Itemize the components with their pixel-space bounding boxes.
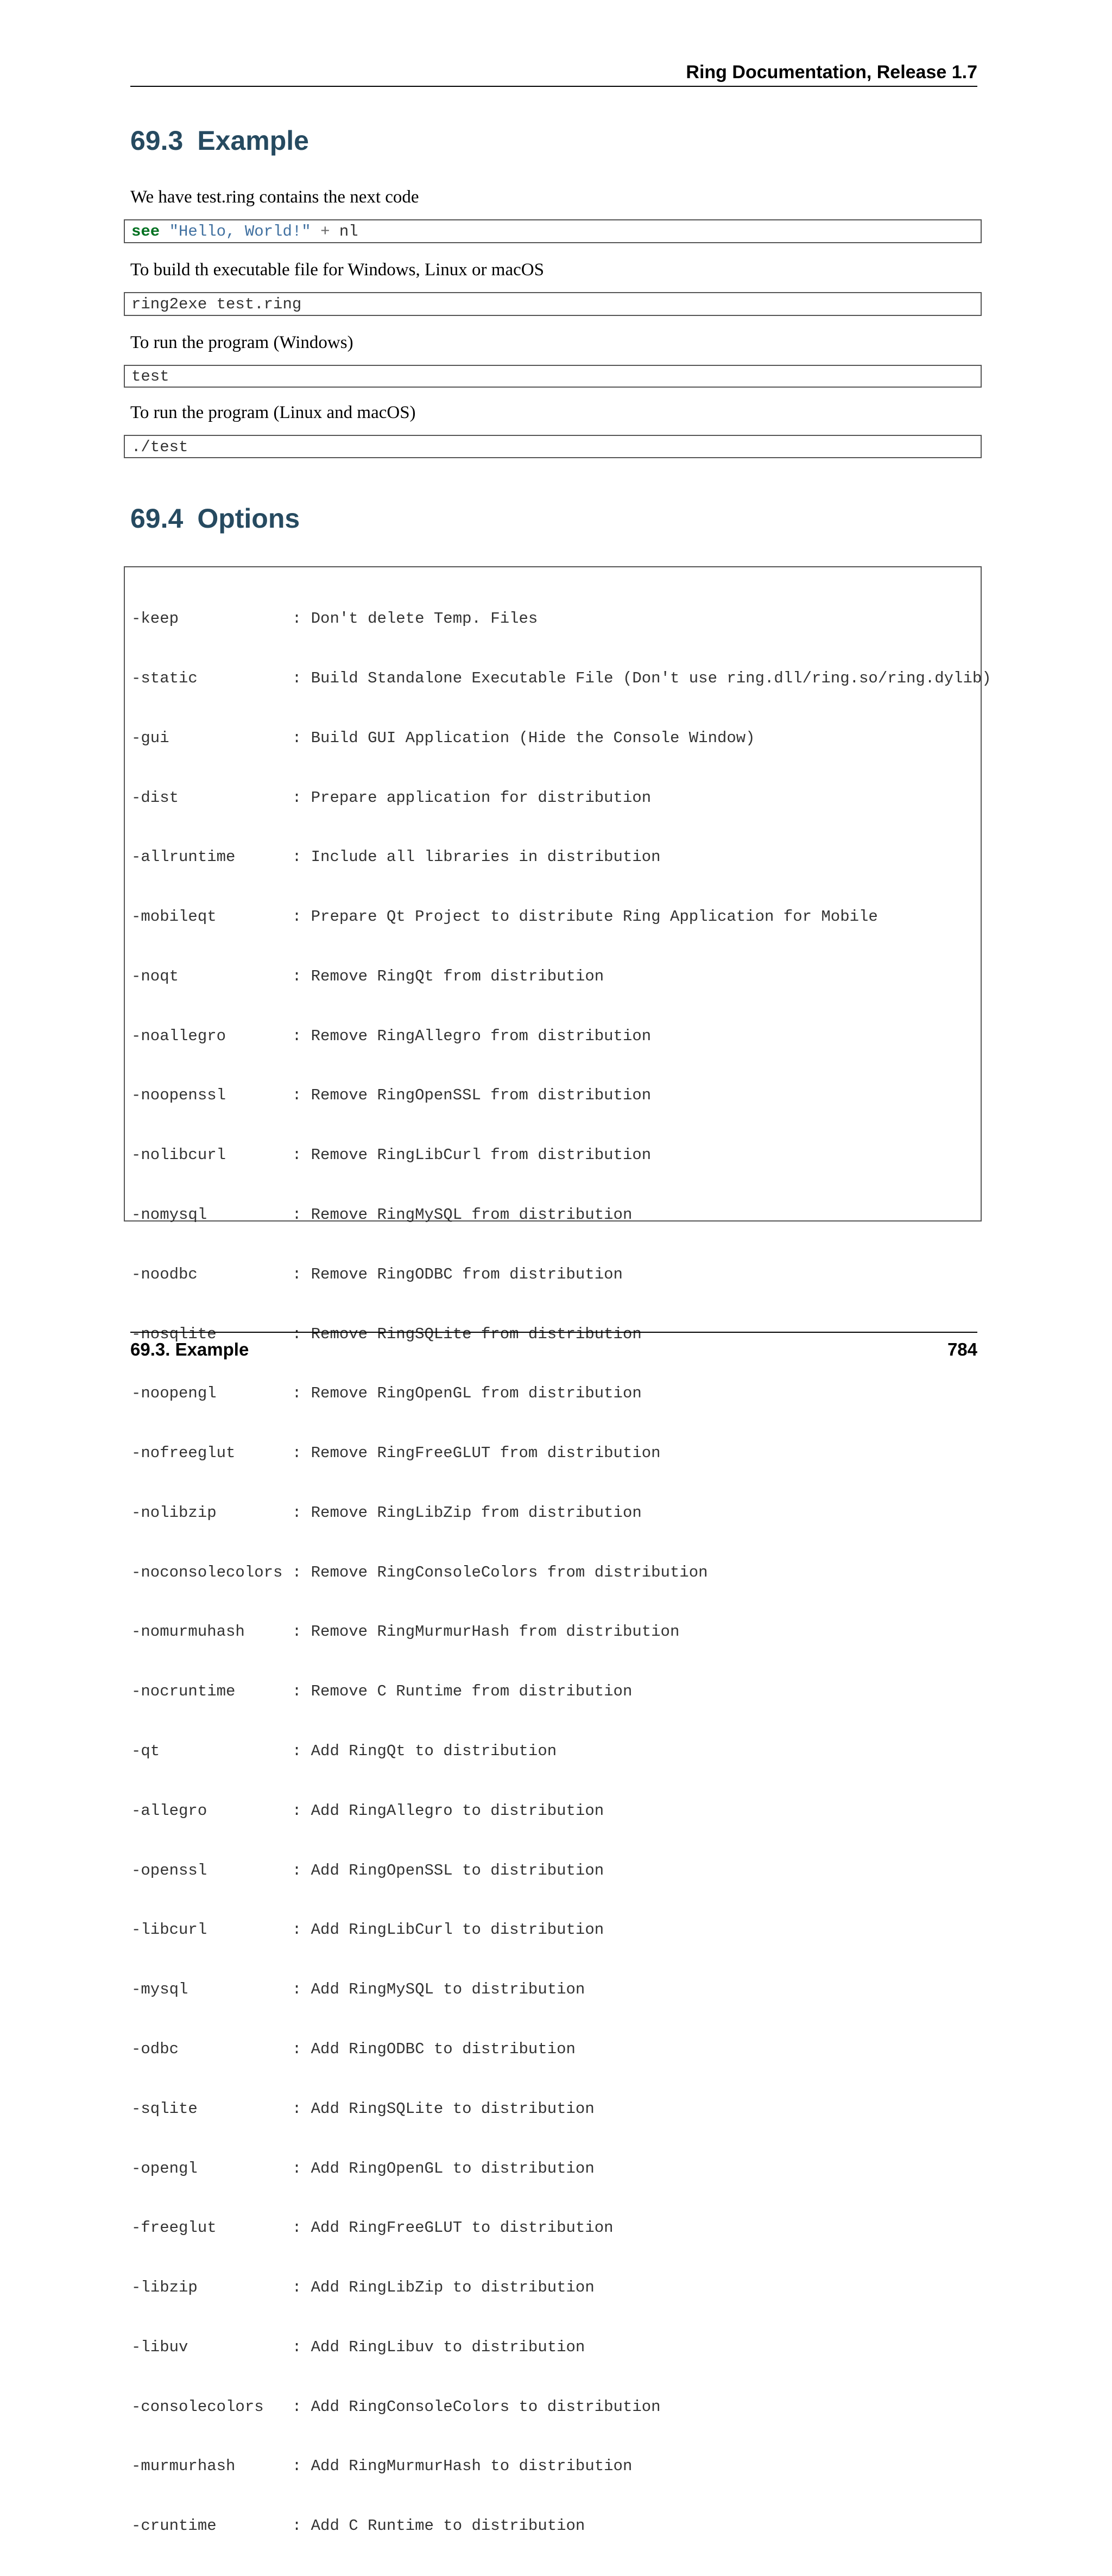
option-line: -odbc : Add RingODBC to distribution: [131, 2040, 576, 2058]
option-line: -qt : Add RingQt to distribution: [131, 1742, 557, 1761]
page-header: [130, 59, 977, 87]
option-line: -mysql : Add RingMySQL to distribution: [131, 1980, 585, 1999]
footer-section-title: 69.3. Example: [130, 1339, 249, 1359]
option-line: -noodbc : Remove RingODBC from distribution: [131, 1265, 623, 1283]
option-line: -nomurmuhash : Remove RingMurmurHash from distribution: [131, 1623, 680, 1641]
option-line: -libcurl : Add RingLibCurl to distribution: [131, 1921, 604, 1939]
option-line: -noopenssl : Remove RingOpenSSL from distribution: [131, 1086, 652, 1105]
option-line: -freeglut : Add RingFreeGLUT to distribution: [131, 2219, 614, 2237]
section-number: 69.4: [130, 503, 184, 534]
page-number: 784: [947, 1339, 977, 1359]
option-line: -noopengl : Remove RingOpenGL from distribution: [131, 1384, 642, 1403]
option-line: -nosqlite : Remove RingSQLite from distribution: [131, 1325, 642, 1343]
section-title: Options: [197, 503, 300, 534]
code-keyword: see: [131, 223, 160, 240]
code-operator: +: [320, 223, 330, 240]
option-line: -nolibcurl : Remove RingLibCurl from distribution: [131, 1146, 652, 1164]
option-line: -dist : Prepare application for distribution: [131, 788, 652, 807]
option-line: -nomysql : Remove RingMySQL from distribution: [131, 1206, 633, 1224]
option-line: -cruntime : Add C Runtime to distribution: [131, 2517, 585, 2535]
option-line: -libzip : Add RingLibZip to distribution: [131, 2278, 595, 2297]
code-block-run-windows: test: [124, 365, 982, 388]
option-line: -sqlite : Add RingSQLite to distribution: [131, 2099, 595, 2118]
code-string: "Hello, World!": [169, 223, 311, 240]
option-line: -noconsolecolors : Remove RingConsoleColors from distribution: [131, 1563, 708, 1581]
option-line: -noqt : Remove RingQt from distribution: [131, 967, 604, 985]
option-line: -mobileqt : Prepare Qt Project to distribute Ring Application for Mobile: [131, 908, 878, 926]
option-line: -noallegro : Remove RingAllegro from distribution: [131, 1027, 652, 1045]
code-block-hello: [124, 219, 982, 243]
option-line: -static : Build Standalone Executable File (Don't use ring.dll/ring.so/ring.dylib): [131, 669, 991, 687]
option-line: -consolecolors : Add RingConsoleColors to distribution: [131, 2397, 661, 2416]
option-line: -gui : Build GUI Application (Hide the Console Window): [131, 729, 755, 747]
option-line: -allruntime : Include all libraries in distribution: [131, 848, 661, 866]
code-block-build: ring2exe test.ring: [124, 292, 982, 316]
section-heading-options: [130, 503, 300, 534]
section-number: 69.3: [130, 125, 184, 156]
code-block-run-linux: ./test: [124, 435, 982, 458]
option-line: -opengl : Add RingOpenGL to distribution: [131, 2159, 595, 2178]
header-title: Ring Documentation, Release 1.7: [686, 62, 977, 83]
option-line: -libuv : Add RingLibuv to distribution: [131, 2338, 585, 2356]
option-line: -nocruntime : Remove C Runtime from distribution: [131, 1682, 633, 1701]
page-footer: [130, 1332, 977, 1365]
option-line: -keep : Don't delete Temp. Files: [131, 610, 538, 628]
paragraph-run-linux: To run the program (Linux and macOS): [130, 403, 416, 422]
option-line: -murmurhash : Add RingMurmurHash to distribution: [131, 2457, 633, 2476]
paragraph-test-ring: We have test.ring contains the next code: [130, 187, 419, 207]
option-line: -nofreeglut : Remove RingFreeGLUT from distribution: [131, 1444, 661, 1463]
paragraph-run-windows: To run the program (Windows): [130, 333, 353, 352]
section-title: Example: [197, 125, 309, 156]
section-heading-example: [130, 125, 309, 156]
option-line: -openssl : Add RingOpenSSL to distribution: [131, 1861, 604, 1879]
code-text: nl: [339, 223, 358, 240]
option-line: -allegro : Add RingAllegro to distribution: [131, 1801, 604, 1820]
paragraph-build: To build th executable file for Windows, Linux or macOS: [130, 260, 544, 280]
option-line: -nolibzip : Remove RingLibZip from distribution: [131, 1503, 642, 1522]
